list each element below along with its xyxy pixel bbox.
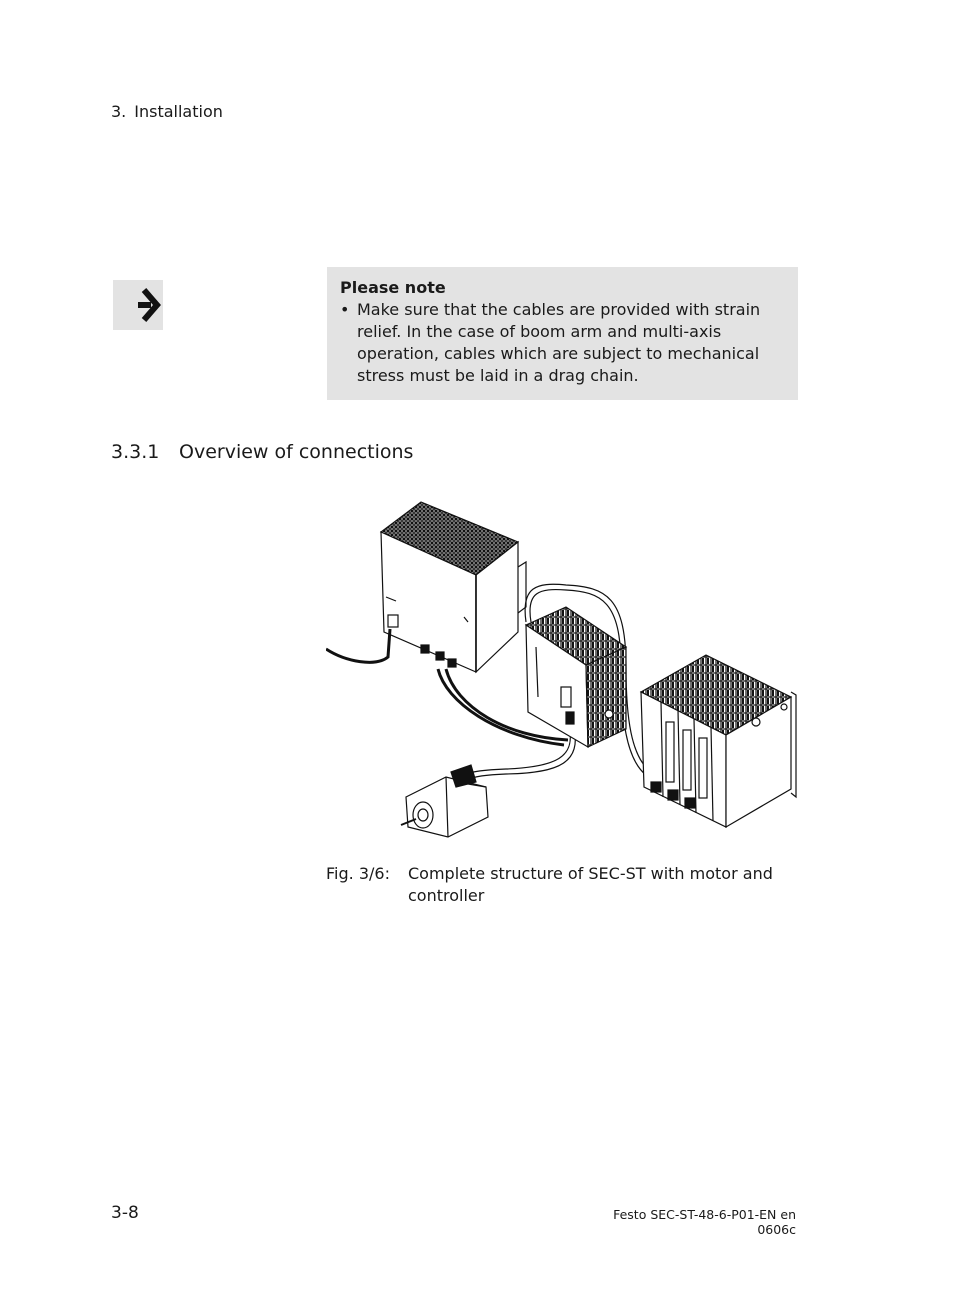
note-icon-box — [113, 280, 163, 330]
motor-drawing — [401, 765, 488, 837]
figure-label: Fig. 3/6: — [326, 864, 390, 883]
bullet-mark: • — [340, 300, 350, 319]
controller-drawing — [526, 607, 626, 747]
page-number: 3-8 — [111, 1203, 139, 1223]
please-note-box — [327, 267, 798, 400]
chapter-title: Installation — [134, 102, 223, 121]
section-title: Overview of connections — [179, 441, 414, 463]
multi-axis-controller-drawing — [641, 655, 796, 827]
chapter-number: 3. — [111, 102, 127, 121]
section-number: 3.3.1 — [111, 441, 160, 463]
note-text: Make sure that the cables are provided with strain relief. In the case of boom arm and multi-axis operation, cables which are subject to mechanical stress must be laid in a drag chain. — [357, 300, 761, 385]
figure-caption — [326, 863, 796, 907]
power-supply-drawing — [381, 502, 526, 672]
connection-overview-figure — [326, 497, 800, 842]
note-title: Please note — [340, 278, 446, 297]
arrow-right-icon — [135, 284, 165, 326]
note-bullet-item — [340, 299, 788, 387]
running-header — [111, 102, 223, 121]
figure-caption-text: Complete structure of SEC-ST with motor and controller — [408, 864, 773, 905]
document-id: Festo SEC-ST-48-6-P01-EN en 0606c — [613, 1207, 796, 1237]
section-heading — [111, 441, 413, 463]
